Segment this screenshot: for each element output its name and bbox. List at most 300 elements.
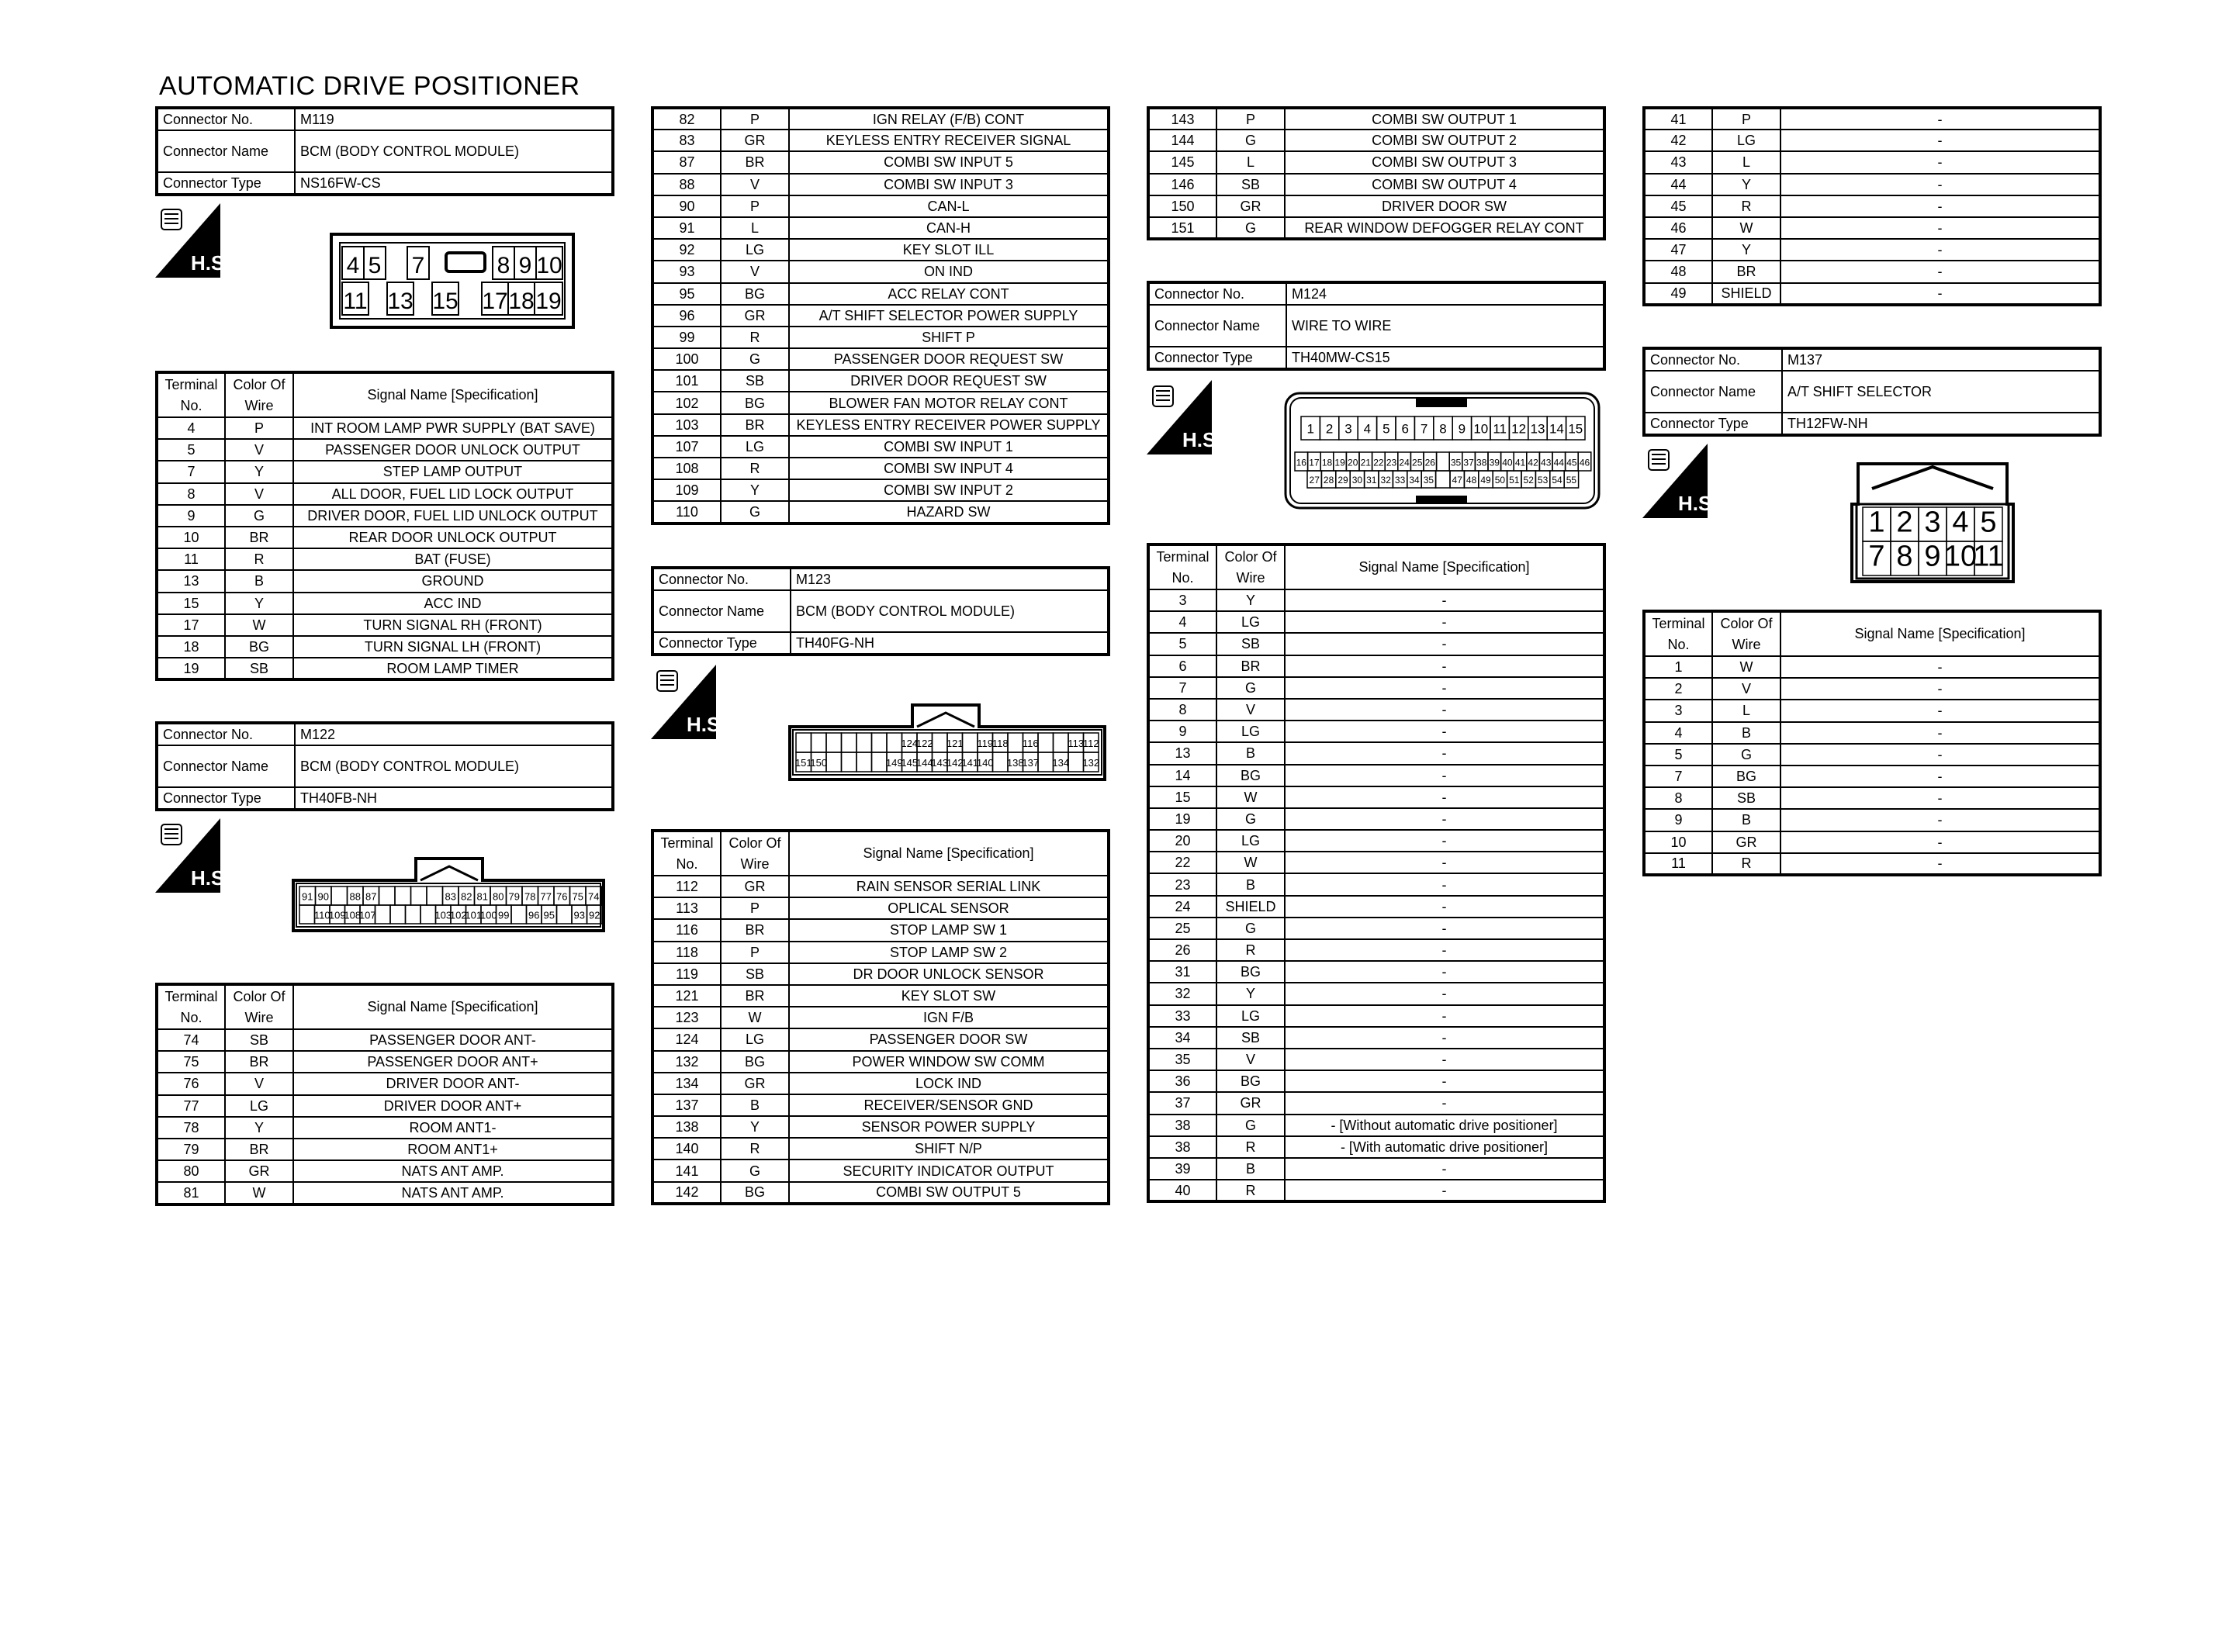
terminal-no: 3 <box>1644 700 1712 721</box>
pin-number: 101 <box>465 909 483 921</box>
pin-number: 151 <box>794 757 812 769</box>
table-row <box>652 1116 1109 1138</box>
hs-label: H.S. <box>1678 492 1718 515</box>
table-row <box>1644 787 2100 809</box>
terminal-no: 26 <box>1148 939 1216 961</box>
signal-name: - <box>1780 766 2100 787</box>
signal-name: GROUND <box>293 570 613 592</box>
signal-name: - <box>1285 611 1604 633</box>
pin-number: 34 <box>1409 474 1420 486</box>
connector-face-m137 <box>1849 458 2016 583</box>
wire-color: BR <box>721 985 789 1007</box>
wire-color: B <box>225 570 293 592</box>
wire-color: R <box>1712 195 1780 217</box>
terminal-no: 25 <box>1148 918 1216 939</box>
terminal-no: 95 <box>652 283 721 305</box>
table-row <box>1644 700 2100 721</box>
terminal-no: 39 <box>1148 1158 1216 1180</box>
pin-number: 25 <box>1412 457 1423 468</box>
pin-number: 35 <box>1423 474 1434 486</box>
table-row <box>1148 786 1604 808</box>
table-row <box>157 1095 613 1117</box>
connector-info-m137 <box>1642 347 2102 437</box>
wire-color: Y <box>1216 589 1285 611</box>
table-row <box>652 436 1109 458</box>
signal-name: - <box>1285 873 1604 895</box>
signal-name: IGN RELAY (F/B) CONT <box>789 108 1109 130</box>
wire-color: R <box>721 1138 789 1160</box>
signal-name: A/T SHIFT SELECTOR POWER SUPPLY <box>789 305 1109 327</box>
table-row <box>652 1160 1109 1181</box>
signal-name: - <box>1285 1180 1604 1201</box>
col-terminal: Terminal No. <box>157 984 225 1029</box>
wire-color: P <box>721 195 789 217</box>
wire-color: SHIELD <box>1216 896 1285 918</box>
label: Connector Name <box>1148 305 1286 347</box>
pin-number: 96 <box>528 909 540 921</box>
signal-name: CAN-H <box>789 217 1109 239</box>
signal-name: - <box>1780 853 2100 875</box>
col-signal: Signal Name [Specification] <box>789 831 1109 876</box>
wire-color: G <box>1216 918 1285 939</box>
pin-number: 6 <box>1401 421 1409 437</box>
terminal-no: 134 <box>652 1073 721 1094</box>
wire-color: G <box>1216 1115 1285 1136</box>
terminal-no: 31 <box>1148 961 1216 983</box>
terminal-no: 140 <box>652 1138 721 1160</box>
table-row <box>157 1139 613 1160</box>
pin-number: 150 <box>810 757 828 769</box>
table-row <box>652 261 1109 282</box>
pin-number: 124 <box>901 738 919 749</box>
table-row <box>1644 239 2100 261</box>
table-row <box>1644 831 2100 853</box>
table-row <box>157 614 613 636</box>
pin-cell <box>390 905 406 924</box>
wire-color: BG <box>721 283 789 305</box>
table-row <box>1148 174 1604 195</box>
wire-color: W <box>1216 786 1285 808</box>
signal-name: REAR DOOR UNLOCK OUTPUT <box>293 527 613 548</box>
pin-cell <box>1038 733 1054 752</box>
wire-color: W <box>1712 217 1780 239</box>
signal-table-m123 <box>651 829 1110 1205</box>
signal-name: - <box>1780 809 2100 831</box>
pin-number: 87 <box>365 890 377 903</box>
terminal-no: 88 <box>652 174 721 195</box>
wire-color: B <box>1712 722 1780 744</box>
terminal-no: 107 <box>652 436 721 458</box>
pin-cell <box>379 886 396 905</box>
table-row <box>652 239 1109 261</box>
pin-number: 140 <box>976 757 994 769</box>
wire-color: SB <box>721 963 789 985</box>
label: Connector Name <box>157 130 295 172</box>
wire-color: G <box>1712 744 1780 766</box>
signal-table-m123-cont <box>1147 106 1606 240</box>
table-row <box>1148 721 1604 742</box>
signal-name: COMBI SW INPUT 4 <box>789 458 1109 479</box>
col-color: Color Of Wire <box>225 372 293 417</box>
terminal-no: 10 <box>157 527 225 548</box>
pin-number: 142 <box>946 757 964 769</box>
wire-color: BG <box>721 392 789 413</box>
table-row <box>652 1182 1109 1204</box>
terminal-no: 150 <box>1148 195 1216 217</box>
pin-number: 110 <box>313 909 330 921</box>
wire-color: V <box>225 1073 293 1094</box>
table-row <box>1644 809 2100 831</box>
terminal-no: 20 <box>1148 830 1216 852</box>
table-row <box>1148 939 1604 961</box>
pin-number: 17 <box>1309 457 1320 468</box>
wire-color: LG <box>225 1095 293 1117</box>
terminal-no: 9 <box>1644 809 1712 831</box>
signal-name: COMBI SW OUTPUT 5 <box>789 1182 1109 1204</box>
terminal-no: 41 <box>1644 108 1712 130</box>
pin-cell <box>872 752 888 772</box>
table-row <box>652 283 1109 305</box>
pin-number: 91 <box>302 890 313 903</box>
table-row <box>1148 195 1604 217</box>
pin-number: 27 <box>1309 474 1320 486</box>
table-row <box>652 1073 1109 1094</box>
wire-color: B <box>1216 742 1285 764</box>
terminal-no: 132 <box>652 1051 721 1073</box>
terminal-no: 4 <box>1148 611 1216 633</box>
signal-name: - <box>1285 1092 1604 1114</box>
table-row <box>1148 611 1604 633</box>
signal-name: DR DOOR UNLOCK SENSOR <box>789 963 1109 985</box>
signal-name: REAR WINDOW DEFOGGER RELAY CONT <box>1285 217 1604 239</box>
hs-label: H.S. <box>1182 428 1222 451</box>
table-row <box>1148 677 1604 699</box>
terminal-no: 49 <box>1644 283 1712 305</box>
signal-name: COMBI SW OUTPUT 1 <box>1285 108 1604 130</box>
connector-type: TH40FG-NH <box>791 632 1109 655</box>
pin-number: 55 <box>1566 474 1577 486</box>
wire-color: GR <box>1712 831 1780 853</box>
pin-cell <box>406 905 421 924</box>
harness-side-icon <box>1147 380 1222 454</box>
signal-name: PASSENGER DOOR ANT+ <box>293 1051 613 1073</box>
wire-color: V <box>1216 699 1285 721</box>
pin-number: 137 <box>1022 757 1040 769</box>
svg-text:8: 8 <box>497 253 510 278</box>
pin-number: 10 <box>1943 540 1978 573</box>
pin-cell <box>1437 452 1450 471</box>
pin-number: 3 <box>1344 421 1352 437</box>
terminal-no: 40 <box>1148 1180 1216 1201</box>
pin-cell <box>375 905 391 924</box>
signal-name: STOP LAMP SW 1 <box>789 919 1109 941</box>
terminal-no: 82 <box>652 108 721 130</box>
pin-number: 50 <box>1494 474 1506 486</box>
pin-cell <box>331 886 348 905</box>
connector-name: A/T SHIFT SELECTOR <box>1782 371 2100 413</box>
pin-number: 134 <box>1052 757 1070 769</box>
wire-color: G <box>225 505 293 527</box>
svg-text:5: 5 <box>368 253 382 278</box>
wire-color: GR <box>721 130 789 151</box>
terminal-no: 13 <box>1148 742 1216 764</box>
pin-number: 76 <box>556 890 568 903</box>
table-row <box>157 439 613 461</box>
signal-name: LOCK IND <box>789 1073 1109 1094</box>
wire-color: V <box>721 174 789 195</box>
wire-color: GR <box>225 1160 293 1182</box>
terminal-no: 10 <box>1644 831 1712 853</box>
terminal-no: 112 <box>652 876 721 897</box>
terminal-no: 33 <box>1148 1005 1216 1027</box>
terminal-no: 44 <box>1644 174 1712 195</box>
table-row <box>157 1160 613 1182</box>
signal-name: ALL DOOR, FUEL LID LOCK OUTPUT <box>293 483 613 505</box>
wire-color: SB <box>721 370 789 392</box>
wire-color: L <box>1712 700 1780 721</box>
signal-name: - <box>1285 699 1604 721</box>
pin-number: 90 <box>317 890 329 903</box>
wire-color: B <box>1216 1158 1285 1180</box>
pin-number: 51 <box>1509 474 1520 486</box>
wire-color: LG <box>1216 611 1285 633</box>
wire-color: L <box>1216 151 1285 173</box>
pin-number: 141 <box>961 757 979 769</box>
pin-number: 7 <box>1868 540 1885 573</box>
terminal-no: 4 <box>157 417 225 439</box>
table-row <box>652 327 1109 348</box>
pin-cell <box>963 733 978 752</box>
wire-color: SB <box>1216 633 1285 655</box>
table-row <box>157 1029 613 1051</box>
pin-number: 42 <box>1528 457 1538 468</box>
terminal-no: 23 <box>1148 873 1216 895</box>
terminal-no: 9 <box>1148 721 1216 742</box>
signal-name: - <box>1285 896 1604 918</box>
signal-name: RAIN SENSOR SERIAL LINK <box>789 876 1109 897</box>
connector-name: WIRE TO WIRE <box>1286 305 1604 347</box>
table-row <box>652 370 1109 392</box>
pin-number: 82 <box>461 890 472 903</box>
table-row <box>652 108 1109 130</box>
pin-number: 37 <box>1463 457 1474 468</box>
wire-color: BG <box>1216 765 1285 786</box>
label: Connector No. <box>1148 282 1286 305</box>
pin-number: 149 <box>885 757 903 769</box>
signal-name: - <box>1780 744 2100 766</box>
pin-number: 12 <box>1511 421 1527 437</box>
terminal-no: 43 <box>1644 151 1712 173</box>
wire-color: LG <box>721 1028 789 1050</box>
signal-name: - <box>1285 742 1604 764</box>
pin-number: 121 <box>946 738 964 749</box>
wire-color: G <box>1216 130 1285 151</box>
table-row <box>1644 108 2100 130</box>
pin-number: 14 <box>1549 421 1564 437</box>
pin-number: 132 <box>1082 757 1100 769</box>
terminal-no: 36 <box>1148 1070 1216 1092</box>
pin-number: 93 <box>573 909 585 921</box>
pin-number: 21 <box>1360 457 1371 468</box>
terminal-no: 77 <box>157 1095 225 1117</box>
pin-number: 9 <box>1458 421 1466 437</box>
signal-name: DRIVER DOOR ANT+ <box>293 1095 613 1117</box>
wire-color: SHIELD <box>1712 283 1780 305</box>
terminal-no: 8 <box>1148 699 1216 721</box>
pin-number: 13 <box>1530 421 1545 437</box>
terminal-no: 143 <box>1148 108 1216 130</box>
pin-number: 41 <box>1514 457 1526 468</box>
connector-type: TH40MW-CS15 <box>1286 347 1604 369</box>
pin-number: 16 <box>1296 457 1306 468</box>
connector-info-m119 <box>155 106 614 196</box>
table-row <box>1148 830 1604 852</box>
terminal-no: 144 <box>1148 130 1216 151</box>
connector-name: BCM (BODY CONTROL MODULE) <box>791 590 1109 632</box>
connector-face-m123 <box>790 703 1105 779</box>
pin-number: 19 <box>1334 457 1345 468</box>
wire-color: BR <box>721 151 789 173</box>
terminal-no: 138 <box>652 1116 721 1138</box>
signal-name: - <box>1780 656 2100 678</box>
terminal-no: 22 <box>1148 852 1216 873</box>
wire-color: V <box>1712 678 1780 700</box>
terminal-no: 116 <box>652 919 721 941</box>
pin-number: 122 <box>915 738 933 749</box>
wire-color: BR <box>721 919 789 941</box>
terminal-no: 11 <box>157 548 225 570</box>
table-row <box>652 985 1109 1007</box>
signal-name: DRIVER DOOR, FUEL LID UNLOCK OUTPUT <box>293 505 613 527</box>
pin-number: 20 <box>1348 457 1358 468</box>
terminal-no: 80 <box>157 1160 225 1182</box>
pin-number: 1 <box>1306 421 1314 437</box>
wire-color: P <box>1712 108 1780 130</box>
wire-color: Y <box>225 593 293 614</box>
table-row <box>652 174 1109 195</box>
signal-name: - <box>1285 1005 1604 1027</box>
connector-type: NS16FW-CS <box>295 172 613 195</box>
wire-color: Y <box>225 461 293 482</box>
wire-color: R <box>1216 1136 1285 1158</box>
wire-color: LG <box>1216 1005 1285 1027</box>
terminal-no: 8 <box>1644 787 1712 809</box>
table-row <box>652 897 1109 919</box>
label: Connector Name <box>652 590 791 632</box>
pin-number: 103 <box>434 909 452 921</box>
terminal-no: 119 <box>652 963 721 985</box>
pin-number: 39 <box>1489 457 1500 468</box>
signal-table-m124-cont <box>1642 106 2102 306</box>
pin-number: 22 <box>1373 457 1384 468</box>
table-row <box>1148 1092 1604 1114</box>
table-row <box>1644 722 2100 744</box>
terminal-no: 110 <box>652 501 721 523</box>
terminal-no: 92 <box>652 239 721 261</box>
signal-name: - <box>1285 918 1604 939</box>
svg-text:18: 18 <box>508 289 535 314</box>
signal-name: COMBI SW OUTPUT 4 <box>1285 174 1604 195</box>
label: Connector Name <box>157 745 295 787</box>
signal-name: - <box>1780 283 2100 305</box>
connector-no: M119 <box>295 108 613 130</box>
table-row <box>157 461 613 482</box>
terminal-no: 99 <box>652 327 721 348</box>
signal-table-m122 <box>155 983 614 1206</box>
terminal-no: 34 <box>1148 1027 1216 1049</box>
table-row <box>1148 130 1604 151</box>
terminal-no: 35 <box>1148 1049 1216 1070</box>
wire-color: G <box>721 348 789 370</box>
harness-side-icon <box>155 818 230 893</box>
signal-name: SENSOR POWER SUPPLY <box>789 1116 1109 1138</box>
pin-cell <box>411 886 427 905</box>
label: Connector Type <box>157 787 295 810</box>
terminal-no: 100 <box>652 348 721 370</box>
terminal-no: 118 <box>652 942 721 963</box>
table-row <box>157 636 613 658</box>
pin-number: 52 <box>1523 474 1534 486</box>
pin-cell <box>826 752 842 772</box>
connector-info-m124 <box>1147 281 1606 371</box>
pin-cell <box>812 733 827 752</box>
wire-color: B <box>721 1094 789 1116</box>
col-signal: Signal Name [Specification] <box>1285 544 1604 589</box>
wire-color: G <box>1216 677 1285 699</box>
signal-name: IGN F/B <box>789 1007 1109 1028</box>
label: Connector Type <box>1644 413 1782 435</box>
pin-number: 31 <box>1366 474 1377 486</box>
wire-color: GR <box>1216 195 1285 217</box>
terminal-no: 7 <box>1644 766 1712 787</box>
signal-name: BAT (FUSE) <box>293 548 613 570</box>
table-row <box>1148 873 1604 895</box>
pin-number: 3 <box>1924 506 1941 539</box>
table-row <box>1148 655 1604 677</box>
wire-color: W <box>1216 852 1285 873</box>
connector-no: M122 <box>295 723 613 745</box>
table-row <box>1148 808 1604 830</box>
wire-color: V <box>225 483 293 505</box>
wire-color: W <box>225 1182 293 1204</box>
pin-number: 24 <box>1399 457 1410 468</box>
signal-name: COMBI SW INPUT 3 <box>789 174 1109 195</box>
pin-number: 77 <box>540 890 552 903</box>
terminal-no: 142 <box>652 1182 721 1204</box>
signal-table-m137 <box>1642 610 2102 876</box>
pin-number: 10 <box>1473 421 1489 437</box>
terminal-no: 42 <box>1644 130 1712 151</box>
terminal-no: 123 <box>652 1007 721 1028</box>
signal-name: DRIVER DOOR SW <box>1285 195 1604 217</box>
pin-number: 100 <box>479 909 497 921</box>
wire-color: GR <box>721 1073 789 1094</box>
pin-number: 45 <box>1566 457 1577 468</box>
table-row <box>652 305 1109 327</box>
wire-color: W <box>225 614 293 636</box>
wire-color: L <box>1712 151 1780 173</box>
col-color: Color Of Wire <box>1216 544 1285 589</box>
pin-number: 95 <box>543 909 555 921</box>
wire-color: BR <box>1712 261 1780 282</box>
pin-number: 18 <box>1321 457 1333 468</box>
table-row <box>652 195 1109 217</box>
signal-name: COMBI SW INPUT 5 <box>789 151 1109 173</box>
signal-name: - <box>1780 108 2100 130</box>
svg-text:11: 11 <box>343 289 368 314</box>
pin-number: 26 <box>1424 457 1435 468</box>
pin-number: 40 <box>1502 457 1513 468</box>
